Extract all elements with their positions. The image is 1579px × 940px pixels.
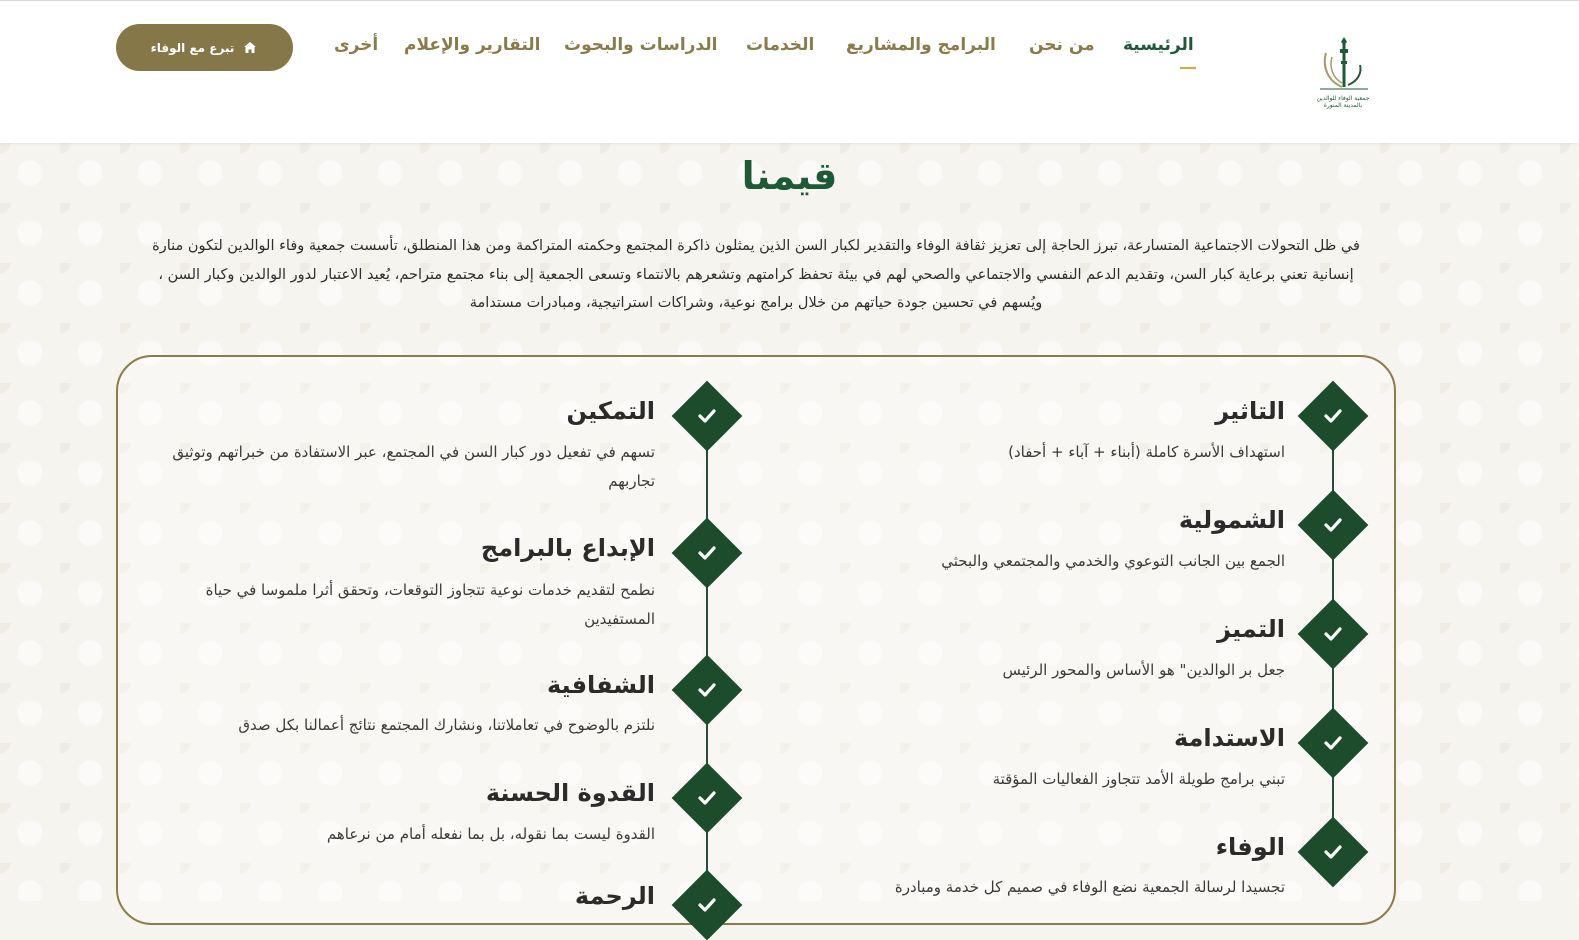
check-icon <box>696 787 718 809</box>
value-description: نلتزم بالوضوح في تعاملاتنا، ونشارك المجتمع نتائج أعمالنا بكل صدق <box>238 716 655 734</box>
nav-item-programs[interactable]: البرامج والمشاريع <box>846 35 996 55</box>
value-title: التاثير <box>1215 397 1285 425</box>
logo-emblem-icon <box>1312 35 1374 95</box>
value-title: التميز <box>1217 615 1285 643</box>
nav-item-studies[interactable]: الدراسات والبحوث <box>564 35 718 55</box>
value-title: القدوة الحسنة <box>485 779 655 807</box>
site-header <box>0 1 1579 143</box>
value-description: الجمع بين الجانب التوعوي والخدمي والمجتمعي والبحثي <box>941 552 1285 570</box>
site-logo[interactable] <box>1312 35 1374 115</box>
value-title: الشمولية <box>1178 506 1285 534</box>
logo-caption-line2: بالمدينة المنورة <box>1323 102 1363 109</box>
value-description: جعل بر الوالدين" هو الأساس والمحور الرئيس <box>1002 661 1285 679</box>
nav-item-services[interactable]: الخدمات <box>746 35 815 55</box>
section-title: قيمنا <box>741 154 838 198</box>
check-icon <box>1322 405 1344 427</box>
home-icon <box>242 40 258 56</box>
value-title: الرحمة <box>574 882 655 910</box>
value-description: استهداف الأسرة كاملة (أبناء + آباء + أحفاد) <box>1008 443 1285 461</box>
check-icon <box>696 542 718 564</box>
check-icon <box>1322 514 1344 536</box>
value-description: تجسيدا لرسالة الجمعية نضع الوفاء في صميم كل خدمة ومبادرة <box>894 878 1285 896</box>
check-icon <box>696 894 718 916</box>
active-nav-underline <box>1180 67 1196 69</box>
value-description: نطمح لتقديم خدمات نوعية تتجاوز التوقعات، وتحقق أثرا ملموسا في حياة المستفيدين <box>205 581 655 628</box>
check-icon <box>1322 623 1344 645</box>
nav-item-more[interactable]: أخرى <box>334 35 379 55</box>
donate-label: تبرع مع الوفاء <box>150 40 235 55</box>
donate-button[interactable] <box>116 24 293 71</box>
check-icon <box>696 679 718 701</box>
nav-item-home[interactable]: الرئيسية <box>1123 35 1194 55</box>
value-title: الاستدامة <box>1174 724 1285 752</box>
nav-item-reports[interactable]: التقارير والإعلام <box>404 35 541 55</box>
value-description: القدوة ليست بما نقوله، بل بما نفعله أمام من نرعاهم <box>326 825 655 843</box>
value-title: التمكين <box>566 397 655 425</box>
value-description: تسهم في تفعيل دور كبار السن في المجتمع، عبر الاستفادة من خبراتهم وتوثيق تجاربهم <box>172 443 655 490</box>
value-description: تبني برامج طويلة الأمد تتجاوز الفعاليات المؤقتة <box>992 770 1285 788</box>
value-title: الإبداع بالبرامج <box>480 534 655 562</box>
check-icon <box>1322 732 1344 754</box>
section-intro: في ظل التحولات الاجتماعية المتسارعة، تبرز الحاجة إلى تعزيز ثقافة الوفاء والتقدير لكبار السن الذين يمثلون ذاكرة المجتمع وحكمته المتراكمة ومن هذا المنطلق، تأسست جمعية وفاء الوالدين لتكون منارة إنسانية تعني برعاية كبار السن، وتقديم الدعم النفسي والاجتماعي والصحي لهم في بيئة تحفظ كرامتهم وتشعرهم بالانتماء وتسعى الجمعية إلى بناء مجتمع متراحم، يُعيد الاعتبار لدور الوالدين وكبار السن ، ويُسهم في تحسين جودة حياتهم من خلال برامج نوعية، وشراكات استراتيجية، ومبادرات مستدامة <box>152 238 1360 311</box>
nav-item-about[interactable]: من نحن <box>1029 35 1095 55</box>
value-title: الشفافية <box>546 671 655 699</box>
value-title: الوفاء <box>1215 833 1285 861</box>
logo-caption-line1: جمعية الوفاء للوالدين <box>1316 95 1370 102</box>
check-icon <box>1322 841 1344 863</box>
check-icon <box>696 405 718 427</box>
